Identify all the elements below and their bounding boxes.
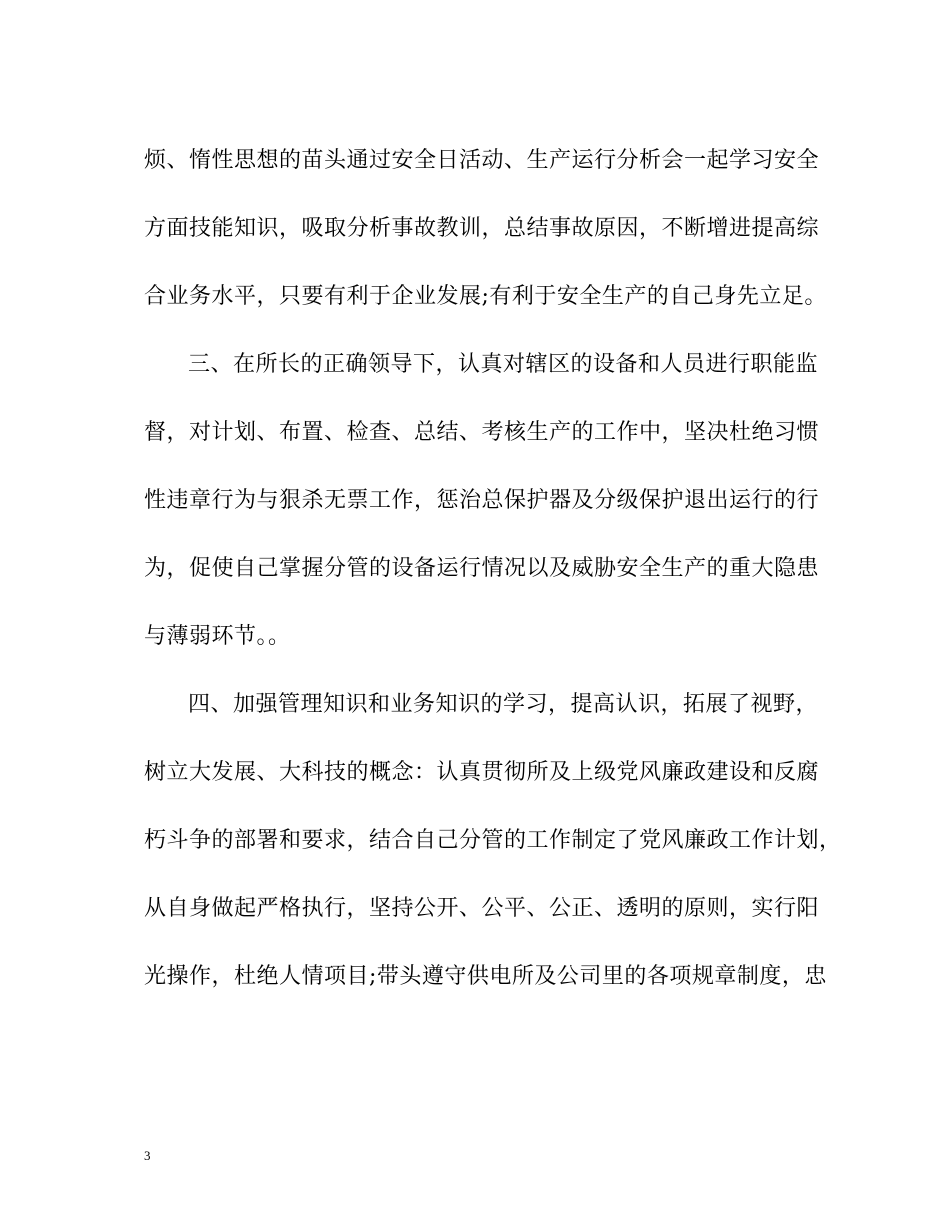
text-line: 树立大发展、大科技的概念：认真贯彻所及上级党风廉政建设和反腐 bbox=[144, 760, 820, 785]
text-line: 朽斗争的部署和要求，结合自己分管的工作制定了党风廉政工作计划， bbox=[144, 828, 842, 853]
text-line: 方面技能知识，吸取分析事故教训，总结事故原因，不断增进提高综 bbox=[144, 216, 820, 241]
text-line: 与薄弱环节。。 bbox=[144, 624, 291, 649]
text-line: 为，促使自己掌握分管的设备运行情况以及威胁安全生产的重大隐患 bbox=[144, 556, 820, 581]
text-line: 烦、惰性思想的苗头通过安全日活动、生产运行分析会一起学习安全 bbox=[144, 148, 820, 173]
text-line: 从自身做起严格执行，坚持公开、公平、公正、透明的原则，实行阳 bbox=[144, 896, 820, 921]
page-number: 3 bbox=[144, 1148, 151, 1163]
text-line: 督，对计划、布置、检查、总结、考核生产的工作中，坚决杜绝习惯 bbox=[144, 420, 820, 445]
text-line: 性违章行为与狠杀无票工作，惩治总保护器及分级保护退出运行的行 bbox=[144, 488, 820, 513]
text-line: 光操作，杜绝人情项目;带头遵守供电所及公司里的各项规章制度，忠 bbox=[144, 964, 827, 989]
text-line: 合业务水平，只要有利于企业发展;有利于安全生产的自己身先立足。 bbox=[144, 284, 827, 309]
paragraph-start-line: 四、加强管理知识和业务知识的学习，提高认识，拓展了视野， bbox=[188, 692, 819, 717]
paragraph-start-line: 三、在所长的正确领导下，认真对辖区的设备和人员进行职能监 bbox=[188, 352, 819, 377]
